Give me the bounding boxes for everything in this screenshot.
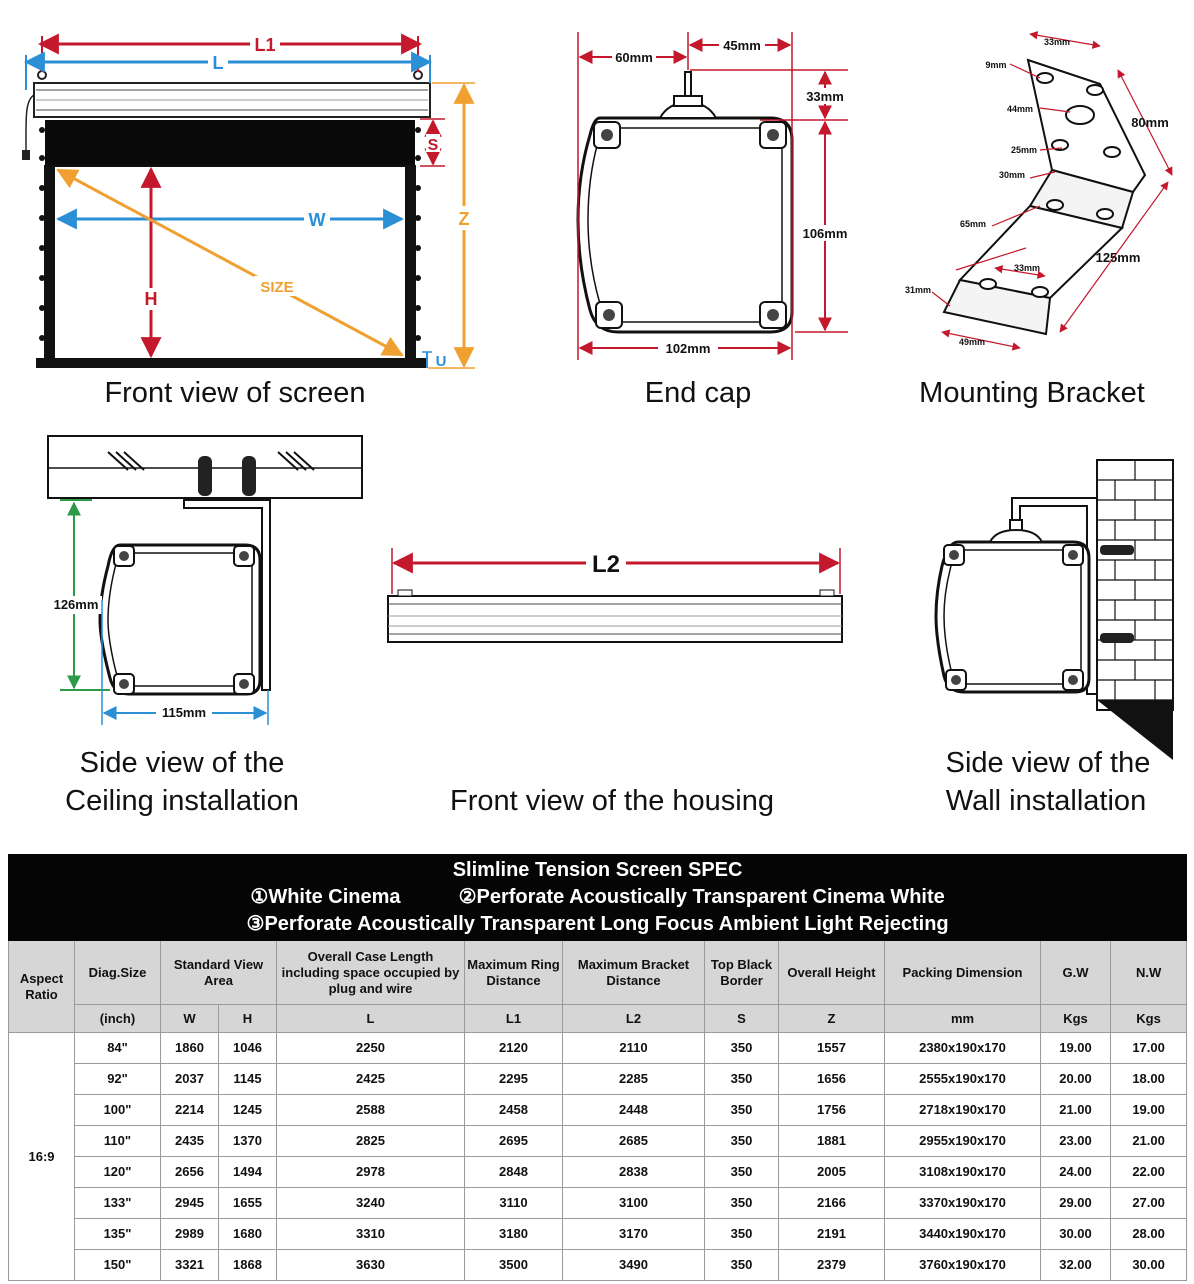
table-cell: 2166 — [779, 1188, 885, 1219]
unit-l1: L1 — [465, 1005, 563, 1033]
bracket-44mm: 44mm — [1006, 104, 1034, 114]
table-cell: 3170 — [563, 1219, 705, 1250]
table-cell: 3310 — [277, 1219, 465, 1250]
table-cell: 2435 — [161, 1126, 219, 1157]
front-view-caption: Front view of screen — [104, 377, 366, 409]
unit-mm: mm — [885, 1005, 1041, 1033]
aspect-ratio-cell: 16:9 — [9, 1033, 75, 1281]
spec-type-1: ①White Cinema — [250, 886, 401, 908]
table-cell: 19.00 — [1041, 1033, 1111, 1064]
spec-type-3: ③Perforate Acoustically Transparent Long Focus Ambient Light Rejecting — [246, 913, 949, 935]
table-cell: 21.00 — [1041, 1095, 1111, 1126]
table-cell: 2037 — [161, 1064, 219, 1095]
table-cell: 3100 — [563, 1188, 705, 1219]
table-cell: 2695 — [465, 1126, 563, 1157]
table-cell: 2250 — [277, 1033, 465, 1064]
l-label: L — [212, 53, 224, 73]
table-cell: 3760x190x170 — [885, 1250, 1041, 1281]
unit-z: Z — [779, 1005, 885, 1033]
bracket-9mm: 9mm — [985, 60, 1007, 70]
end-cap — [578, 32, 852, 409]
table-cell: 3490 — [563, 1250, 705, 1281]
table-row — [9, 1126, 1187, 1157]
table-cell: 350 — [705, 1033, 779, 1064]
table-cell: 135" — [75, 1219, 161, 1250]
unit-l2: L2 — [563, 1005, 705, 1033]
bracket-33mm-bottom: 33mm — [1013, 263, 1041, 273]
bracket-80mm: 80mm — [1131, 115, 1169, 130]
spec-unit-row — [9, 1005, 1187, 1033]
unit-inch: (inch) — [75, 1005, 161, 1033]
table-row — [9, 1033, 1187, 1064]
table-cell: 150" — [75, 1250, 161, 1281]
table-cell: 32.00 — [1041, 1250, 1111, 1281]
table-cell: 18.00 — [1111, 1064, 1187, 1095]
bracket-49mm: 49mm — [958, 337, 986, 347]
unit-h: H — [219, 1005, 277, 1033]
table-cell: 30.00 — [1041, 1219, 1111, 1250]
table-cell: 3110 — [465, 1188, 563, 1219]
bracket-65mm: 65mm — [959, 219, 987, 229]
table-cell: 133" — [75, 1188, 161, 1219]
table-cell: 1494 — [219, 1157, 277, 1188]
end-cap-33mm: 33mm — [806, 89, 844, 104]
table-cell: 2848 — [465, 1157, 563, 1188]
bracket-33mm-top: 33mm — [1043, 37, 1071, 47]
table-cell: 2588 — [277, 1095, 465, 1126]
table-cell: 1860 — [161, 1033, 219, 1064]
unit-kgs-gross: Kgs — [1041, 1005, 1111, 1033]
table-cell: 2718x190x170 — [885, 1095, 1041, 1126]
table-cell: 30.00 — [1111, 1250, 1187, 1281]
front-view-of-screen — [22, 34, 475, 409]
spec-title: Slimline Tension Screen SPEC — [452, 859, 743, 881]
spec-type-2: ②Perforate Acoustically Transparent Cinema White — [458, 886, 945, 908]
z-label: Z — [458, 209, 470, 229]
table-cell: 2214 — [161, 1095, 219, 1126]
table-cell: 1868 — [219, 1250, 277, 1281]
spec-subtitle-line2 — [9, 884, 1186, 911]
table-cell: 3108x190x170 — [885, 1157, 1041, 1188]
table-cell: 3500 — [465, 1250, 563, 1281]
table-cell: 2295 — [465, 1064, 563, 1095]
table-cell: 28.00 — [1111, 1219, 1187, 1250]
hdr-standard-view-area: Standard View Area — [161, 941, 277, 1005]
table-cell: 22.00 — [1111, 1157, 1187, 1188]
table-cell: 350 — [705, 1064, 779, 1095]
table-cell: 84" — [75, 1033, 161, 1064]
hdr-packing-dimension: Packing Dimension — [885, 941, 1041, 1005]
table-cell: 20.00 — [1041, 1064, 1111, 1095]
table-cell: 2685 — [563, 1126, 705, 1157]
wall-installation — [936, 460, 1173, 817]
table-row — [9, 1219, 1187, 1250]
s-label: S — [427, 137, 439, 154]
table-cell: 2120 — [465, 1033, 563, 1064]
unit-w: W — [161, 1005, 219, 1033]
table-cell: 2379 — [779, 1250, 885, 1281]
u-label: U — [435, 353, 447, 370]
bracket-caption: Mounting Bracket — [919, 377, 1145, 409]
table-cell: 3630 — [277, 1250, 465, 1281]
table-cell: 2825 — [277, 1126, 465, 1157]
table-row — [9, 1250, 1187, 1281]
table-cell: 2110 — [563, 1033, 705, 1064]
table-cell: 350 — [705, 1095, 779, 1126]
ceiling-caption-line1: Side view of the — [79, 747, 285, 779]
table-cell: 1046 — [219, 1033, 277, 1064]
hdr-gross-weight: G.W — [1041, 941, 1111, 1005]
hdr-max-bracket-distance: Maximum Bracket Distance — [563, 941, 705, 1005]
table-cell: 3240 — [277, 1188, 465, 1219]
end-cap-60mm: 60mm — [615, 50, 653, 65]
table-cell: 1145 — [219, 1064, 277, 1095]
table-row — [9, 1157, 1187, 1188]
end-cap-caption: End cap — [644, 377, 752, 409]
hdr-top-black-border: Top Black Border — [705, 941, 779, 1005]
table-cell: 1756 — [779, 1095, 885, 1126]
housing-caption: Front view of the housing — [449, 785, 775, 817]
hdr-max-ring-distance: Maximum Ring Distance — [465, 941, 563, 1005]
table-cell: 2945 — [161, 1188, 219, 1219]
table-row — [9, 1064, 1187, 1095]
bracket-25mm: 25mm — [1010, 145, 1038, 155]
table-cell: 2380x190x170 — [885, 1033, 1041, 1064]
table-cell: 3370x190x170 — [885, 1188, 1041, 1219]
w-label: W — [308, 210, 326, 230]
unit-kgs-net: Kgs — [1111, 1005, 1187, 1033]
table-cell: 24.00 — [1041, 1157, 1111, 1188]
unit-s: S — [705, 1005, 779, 1033]
table-cell: 19.00 — [1111, 1095, 1187, 1126]
table-cell: 3180 — [465, 1219, 563, 1250]
l2-label: L2 — [591, 551, 621, 578]
table-cell: 1557 — [779, 1033, 885, 1064]
bracket-30mm: 30mm — [998, 170, 1026, 180]
table-cell: 120" — [75, 1157, 161, 1188]
end-cap-45mm: 45mm — [723, 38, 761, 53]
size-label: SIZE — [260, 279, 294, 296]
table-cell: 92" — [75, 1064, 161, 1095]
table-cell: 2555x190x170 — [885, 1064, 1041, 1095]
mounting-bracket — [905, 34, 1172, 409]
spec-title-row — [9, 855, 1187, 941]
table-cell: 350 — [705, 1188, 779, 1219]
table-cell: 2448 — [563, 1095, 705, 1126]
table-cell: 21.00 — [1111, 1126, 1187, 1157]
table-cell: 100" — [75, 1095, 161, 1126]
table-cell: 1245 — [219, 1095, 277, 1126]
ceiling-caption-line2: Ceiling installation — [65, 785, 299, 817]
table-cell: 2978 — [277, 1157, 465, 1188]
table-cell: 1655 — [219, 1188, 277, 1219]
table-row — [9, 1095, 1187, 1126]
table-cell: 2955x190x170 — [885, 1126, 1041, 1157]
ceiling-126mm: 126mm — [53, 597, 99, 612]
table-cell: 2838 — [563, 1157, 705, 1188]
hdr-overall-case-length: Overall Case Length including space occupied by plug and wire — [277, 941, 465, 1005]
l1-label: L1 — [254, 35, 276, 55]
table-cell: 1881 — [779, 1126, 885, 1157]
table-cell: 350 — [705, 1126, 779, 1157]
hdr-aspect-ratio: Aspect Ratio — [9, 941, 75, 1033]
table-cell: 2425 — [277, 1064, 465, 1095]
end-cap-106mm: 106mm — [802, 226, 848, 241]
table-cell: 2191 — [779, 1219, 885, 1250]
table-cell: 1656 — [779, 1064, 885, 1095]
table-cell: 350 — [705, 1157, 779, 1188]
table-cell: 350 — [705, 1250, 779, 1281]
table-cell: 3321 — [161, 1250, 219, 1281]
table-row — [9, 1188, 1187, 1219]
table-cell: 350 — [705, 1219, 779, 1250]
table-cell: 17.00 — [1111, 1033, 1187, 1064]
bracket-125mm: 125mm — [1095, 250, 1141, 265]
ceiling-115mm: 115mm — [161, 705, 207, 720]
spec-table — [8, 854, 1187, 1281]
hdr-net-weight: N.W — [1111, 941, 1187, 1005]
table-cell: 29.00 — [1041, 1188, 1111, 1219]
bracket-31mm: 31mm — [904, 285, 932, 295]
table-cell: 2656 — [161, 1157, 219, 1188]
wall-caption-line1: Side view of the — [945, 747, 1151, 779]
table-cell: 2285 — [563, 1064, 705, 1095]
unit-l: L — [277, 1005, 465, 1033]
table-cell: 2005 — [779, 1157, 885, 1188]
housing-front-view — [388, 548, 842, 817]
spec-header-row — [9, 941, 1187, 1005]
hdr-diag-size: Diag.Size — [75, 941, 161, 1005]
ceiling-installation — [48, 436, 362, 817]
table-cell: 110" — [75, 1126, 161, 1157]
table-cell: 2989 — [161, 1219, 219, 1250]
table-cell: 1680 — [219, 1219, 277, 1250]
table-cell: 1370 — [219, 1126, 277, 1157]
end-cap-102mm: 102mm — [665, 341, 711, 356]
hdr-overall-height: Overall Height — [779, 941, 885, 1005]
table-cell: 23.00 — [1041, 1126, 1111, 1157]
h-label: H — [144, 289, 158, 309]
table-cell: 2458 — [465, 1095, 563, 1126]
table-cell: 3440x190x170 — [885, 1219, 1041, 1250]
wall-caption-line2: Wall installation — [945, 785, 1147, 817]
table-cell: 27.00 — [1111, 1188, 1187, 1219]
